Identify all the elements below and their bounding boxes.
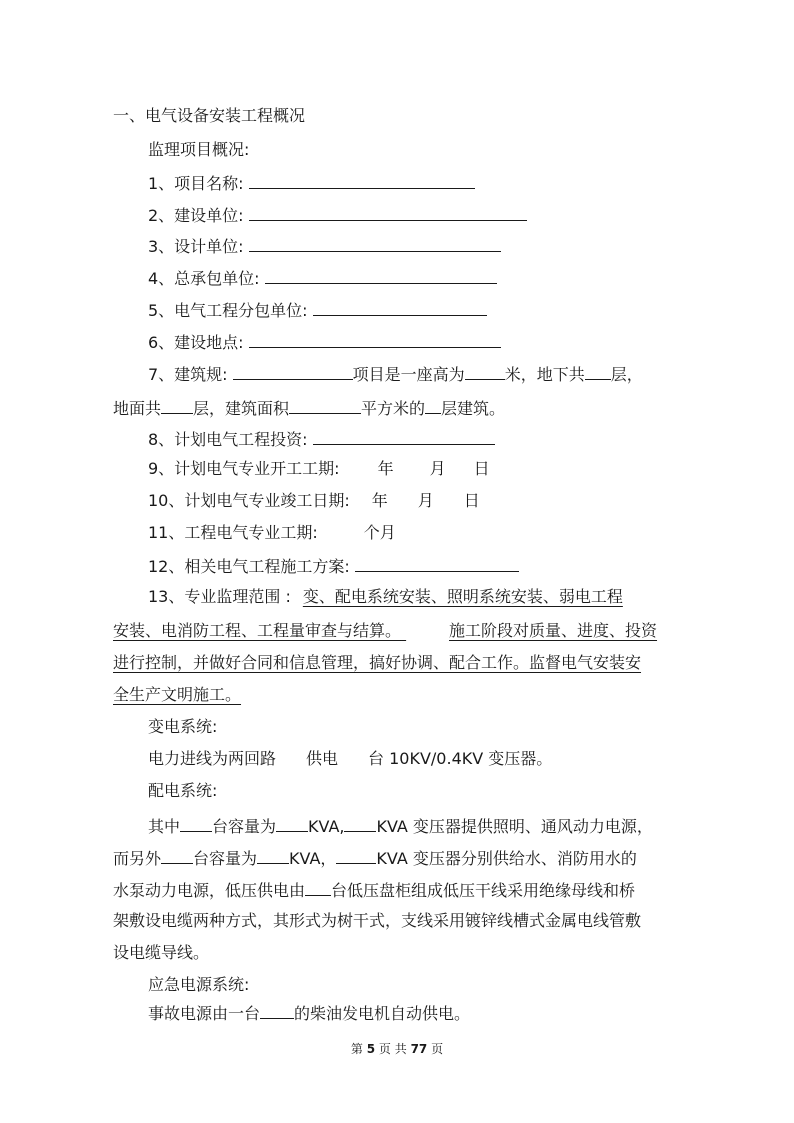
blank-field — [249, 235, 501, 252]
item-completion-date: 10、计划电气专业竣工日期: 年 月 日 — [148, 491, 480, 510]
intro-label: 监理项目概况: — [148, 140, 250, 159]
item-project-name: 1、项目名称: — [148, 172, 475, 194]
item-building-scale-cont: 地面共 层，建筑面积 平方米的 层建筑。 — [113, 399, 506, 418]
blank-field — [249, 172, 475, 189]
section-heading: 一、电气设备安装工程概况 — [113, 106, 306, 125]
blank-field — [265, 267, 497, 284]
item-site: 6、建设地点: — [148, 331, 501, 353]
item-investment: 8、计划电气工程投资: — [148, 428, 495, 450]
blank-field — [313, 428, 495, 445]
blank-field — [249, 204, 527, 221]
supervision-scope-line4: 全生产文明施工。 — [113, 685, 242, 704]
emergency-system-title: 应急电源系统: — [148, 975, 250, 994]
current-page-number: 5 — [366, 1042, 376, 1056]
item-builder: 2、建设单位: — [148, 204, 527, 226]
item-electrical-subcontractor: 5、电气工程分包单位: — [148, 299, 487, 321]
supervision-scope-line3: 进行控制，并做好合同和信息管理，搞好协调、配合工作。监督电气安装安 — [113, 653, 642, 672]
distribution-line4: 架敷设电缆两种方式，其形式为树干式，支线采用镀锌线槽式金属电线管敷 — [113, 911, 642, 930]
blank-field — [355, 555, 519, 572]
distribution-system-title: 配电系统: — [148, 781, 218, 800]
item-construction-plan: 12、相关电气工程施工方案: — [148, 555, 519, 577]
blank-field — [249, 331, 501, 348]
distribution-line2: 而另外 台容量为 KVA， KVA 变压器分别供给水、消防用水的 — [113, 849, 637, 868]
transform-system-text: 电力进线为两回路 供电 台 10KV/0.4KV 变压器。 — [148, 749, 553, 768]
distribution-line1: 其中 台容量为 KVA, KVA 变压器提供照明、通风动力电源， — [148, 817, 653, 836]
item-designer: 3、设计单位: — [148, 235, 501, 257]
supervision-scope-line2: 安装、电消防工程、工程量审查与结算。 施工阶段对质量、进度、投资 — [113, 621, 658, 640]
item-duration: 11、工程电气专业工期: 个月 — [148, 523, 396, 542]
blank-field — [313, 299, 487, 316]
distribution-line3: 水泵动力电源，低压供电由 台低压盘柜组成低压干线采用绝缘母线和桥 — [113, 881, 636, 900]
item-supervision-scope: 13、专业监理范围 : 变、配电系统安装、照明系统安装、弱电工程 — [148, 587, 623, 606]
item-general-contractor: 4、总承包单位: — [148, 267, 497, 289]
item-building-scale: 7、建筑规: 项目是一座高为 米，地下共 层， — [148, 365, 643, 384]
page-footer: 第 5 页 共 77 页 — [350, 1042, 444, 1056]
item-start-date: 9、计划电气专业开工工期: 年 月 日 — [148, 459, 490, 478]
distribution-line5: 设电缆导线。 — [113, 943, 210, 962]
emergency-system-text: 事故电源由一台 的柴油发电机自动供电。 — [148, 1004, 471, 1023]
transform-system-title: 变电系统: — [148, 717, 218, 736]
total-page-count: 77 — [410, 1042, 428, 1056]
